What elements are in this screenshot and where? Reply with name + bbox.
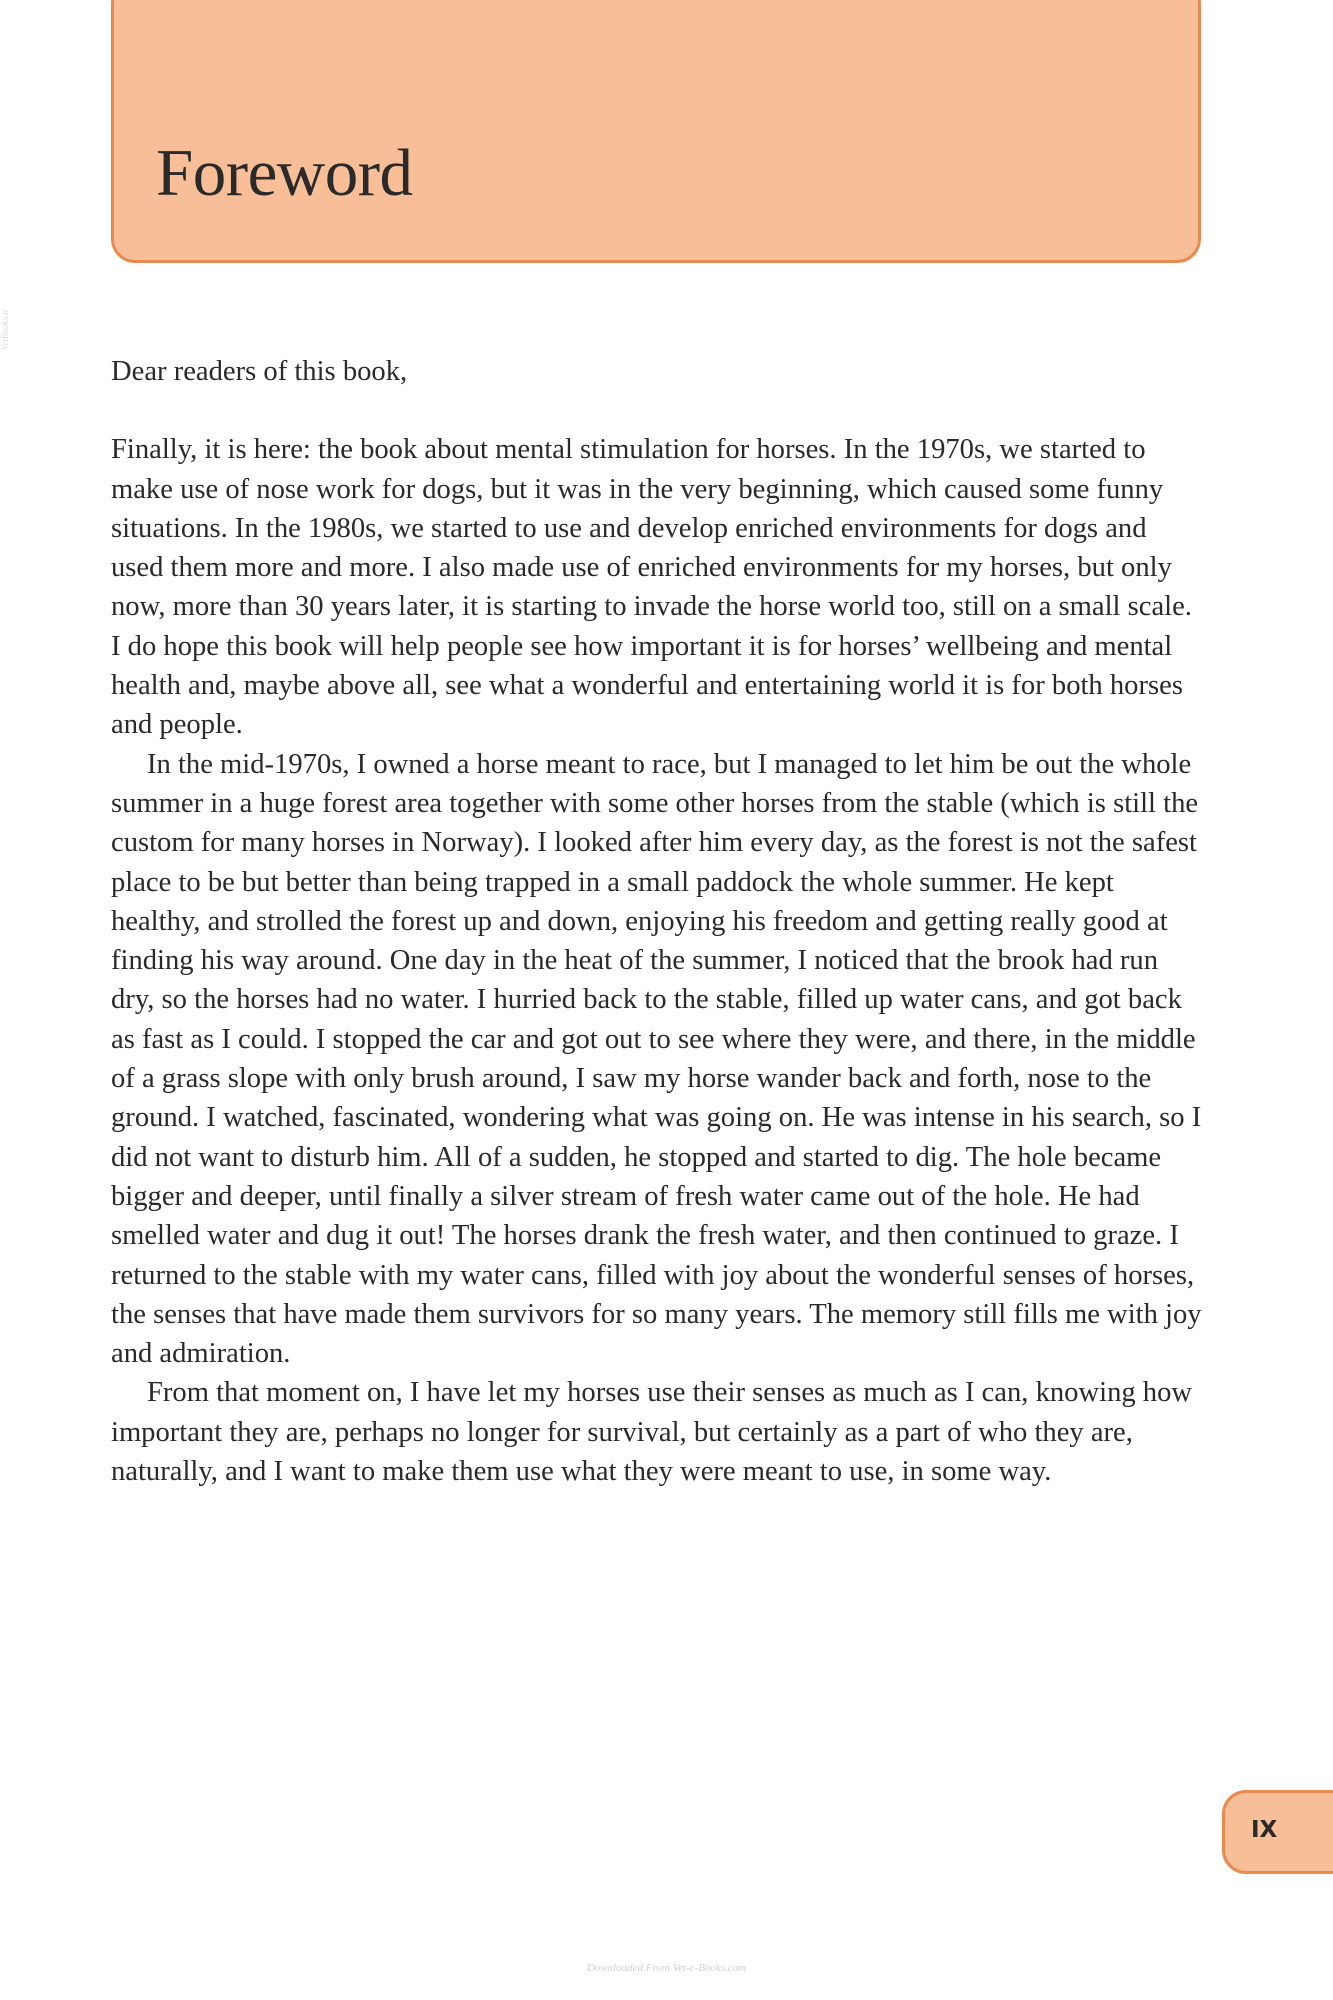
paragraph-3: From that moment on, I have let my horses use their senses as much as I can, knowing how important they are, perhaps no longer for survival, but certainly as a part of who they are, naturally, and I want to make them use what they were meant to use, in some way. <box>111 1377 1193 1488</box>
foreword-body <box>111 352 1206 1491</box>
side-watermark: VetBooks.ir <box>0 308 10 350</box>
salutation: Dear readers of this book, <box>111 356 408 387</box>
footer-watermark: Downloaded From Vet-e-Books.com <box>586 1962 747 1974</box>
paragraph-2: In the mid-1970s, I owned a horse meant to race, but I managed to let him be out the whole summer in a huge forest area together with some other horses from the stable (which is still the custom for many horses in Norway). I looked after him every day, as the forest is not the safest place to be but better than being trapped in a small paddock the whole summer. He kept healthy, and strolled the forest up and down, enjoying his freedom and getting really good at finding his way around. One day in the heat of the summer, I noticed that the brook had run dry, so the horses had no water. I hurried back to the stable, filled up water cans, and got back as fast as I could. I stopped the car and got out to see where they were, and there, in the middle of a grass slope with only brush around, I saw my horse wander back and forth, nose to the ground. I watched, fascinated, wondering what was going on. He was intense in his search, so I did not want to disturb him. All of a sudden, he stopped and started to dig. The hole became bigger and deeper, until finally a silver stream of fresh water came out of the hole. He had smelled water and dug it out! The horses drank the fresh water, and then continued to graze. I returned to the stable with my water cans, filled with joy about the wonderful senses of horses, the senses that have made them survivors for so many years. The memory still fills me with joy and admiration. <box>111 748 1202 1370</box>
page-number: IX <box>1251 1817 1278 1843</box>
paragraph-1: Finally, it is here: the book about mental stimulation for horses. In the 1970s, we started to make use of nose work for dogs, but it was in the very beginning, which caused some funny situations. In the 1980s, we started to use and develop enriched environments for dogs and used them more and more. I also made use of enriched environments for my horses, but only now, more than 30 years later, it is starting to invade the horse world too, still on a small scale. I do hope this book will help people see how important it is for horses’ wellbeing and mental health and, maybe above all, see what a wonderful and entertaining world it is for both horses and people. <box>111 434 1192 741</box>
page-number-tab <box>1222 1790 1333 1874</box>
chapter-header-box <box>111 0 1201 263</box>
chapter-title: Foreword <box>156 136 413 210</box>
